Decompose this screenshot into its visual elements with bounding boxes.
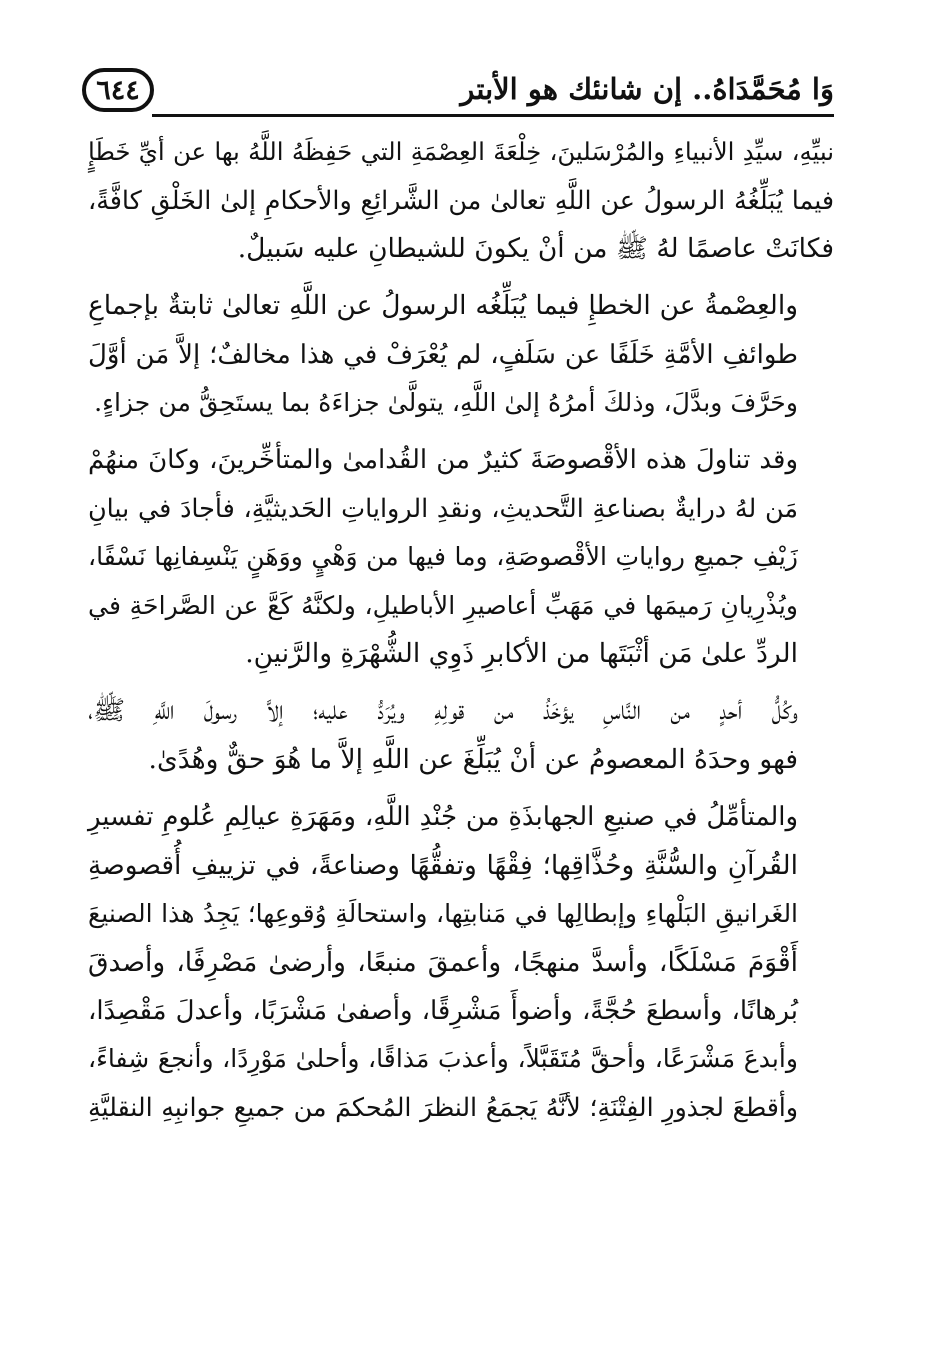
text-line: وحَرَّفَ وبدَّلَ، وذلكَ أمرُهُ إلىٰ اللَّهِ، يتولَّىٰ جزاءَهُ بما يستَحِقُّ من جزاءٍ. [94, 388, 798, 418]
paragraph-4 [88, 687, 834, 784]
text-line: فهو وحدَهُ المعصومُ عن أنْ يُبَلِّغَ عن اللَّهِ إلاَّ ما هُوَ حقٌّ وهُدًىٰ. [148, 743, 798, 775]
text-line: الردِّ علىٰ مَن أثْبَتَها من الأكابرِ ذَوِي الشُّهْرَةِ والرَّنينِ. [245, 638, 798, 670]
text-line: ويُذْرِيانِ رَميمَها في مَهَبِّ أعاصيرِ الأباطيلِ، ولكنَّهُ كَعَّ عن الصَّراحَةِ في [88, 590, 798, 620]
body-text [88, 128, 834, 1141]
text-line: بُرهانًا، وأسطعَ حُجَّةً، وأضوأَ مَشْرِقًا، وأصفىٰ مَشْرَبًا، وأعدلَ مَقْصِدًا، [88, 995, 798, 1026]
text-line: مَن لهُ درايةٌ بصناعةِ التَّحديثِ، ونقدِ الرواياتِ الحَديثيَّةِ، فأجادَ في بيانِ [88, 493, 798, 524]
paragraph-1 [88, 128, 834, 273]
paragraph-3 [88, 436, 834, 678]
text-line: وقد تناولَ هذه الأقْصوصَةَ كثيرٌ من القُدامىٰ والمتأخِّرينَ، وكانَ منهُمْ [88, 445, 798, 476]
text-line: وأقطعَ لجذورِ الفِتْنَةِ؛ لأنَّهُ يَجمَعُ النظرَ المُحكمَ من جميعِ جوانبِهِ النقليَّةِ [88, 1092, 798, 1122]
text-line: نبيِّهِ، سيِّدِ الأنبياءِ والمُرْسَلينَ، خِلْعَةَ العِصْمَةِ التي حَفِظَهُ اللَّهُ بها عن أيِّ خَطَإٍ [88, 137, 834, 166]
text-line: وأبدعَ مَشْرَعًا، وأحقَّ مُتَقَبَّلاً، وأعذبَ مَذاقًا، وأحلىٰ مَوْرِدًا، وأنجعَ شِفاءً، [88, 1044, 798, 1074]
page-header [82, 62, 834, 124]
text-line: أَقْوَمَ مَسْلَكًا، وأسدَّ منهجًا، وأعمقَ منبعًا، وأرضىٰ مَصْرِفًا، وأصدقَ [88, 946, 798, 978]
text-line: والعِصْمةُ عن الخطإِ فيما يُبَلِّغُه الرسولُ عن اللَّهِ تعالىٰ ثابتةٌ بإجماعِ [88, 290, 798, 322]
text-line: زَيْفِ جميعِ رواياتِ الأقْصوصَةِ، وما فيها من وَهْيٍ ووَهَنٍ يَنْسِفانِها نَسْفًا، [88, 542, 798, 572]
text-line: الغَرانيقِ البَلْهاءِ وإبطالِها في مَنابتِها، واستحالَةِ وُقوعِها؛ يَجِدُ هذا الصنيعَ [88, 899, 798, 929]
paragraph-2 [88, 282, 834, 427]
text-line: القُرآنِ والسُّنَّةِ وحُذَّاقِها؛ فِقْهًا وتفقُّهًا وصناعةً، في تزييفِ أُقصوصةِ [88, 849, 798, 881]
text-line: والمتأمِّلُ في صنيعِ الجهابذَةِ من جُنْدِ اللَّهِ، ومَهَرَةِ عيالِمِ عُلومِ تفسيرِ [88, 802, 798, 833]
text-line: طوائفِ الأمَّةِ خَلَفًا عن سَلَفٍ، لم يُعْرَفْ في هذا مخالفٌ؛ إلاَّ مَن أوَّلَ [88, 339, 798, 370]
running-title: وَا مُحَمَّدَاهُ.. إن شانئك هو الأبتر [460, 72, 834, 106]
text-line: وكُلُّ أحدٍ من النَّاسِ يؤخَذُ من قولِهِ ويُرَدُّ عليه؛ إلاَّ رسولَ اللَّهِ ﷺ، [88, 695, 798, 727]
header-rule [152, 114, 834, 117]
paragraph-5 [88, 793, 834, 1132]
text-line: فكانَتْ عاصمًا لهُ ﷺ من أنْ يكونَ للشيطانِ عليه سَبيلٌ. [237, 232, 834, 264]
page-number: ٦٤٤ [82, 68, 154, 112]
text-line: فيما يُبَلِّغُهُ الرسولُ عن اللَّهِ تعالىٰ من الشَّرائِعِ والأحكامِ إلىٰ الخَلْقِ كافَّةً، [88, 185, 834, 216]
